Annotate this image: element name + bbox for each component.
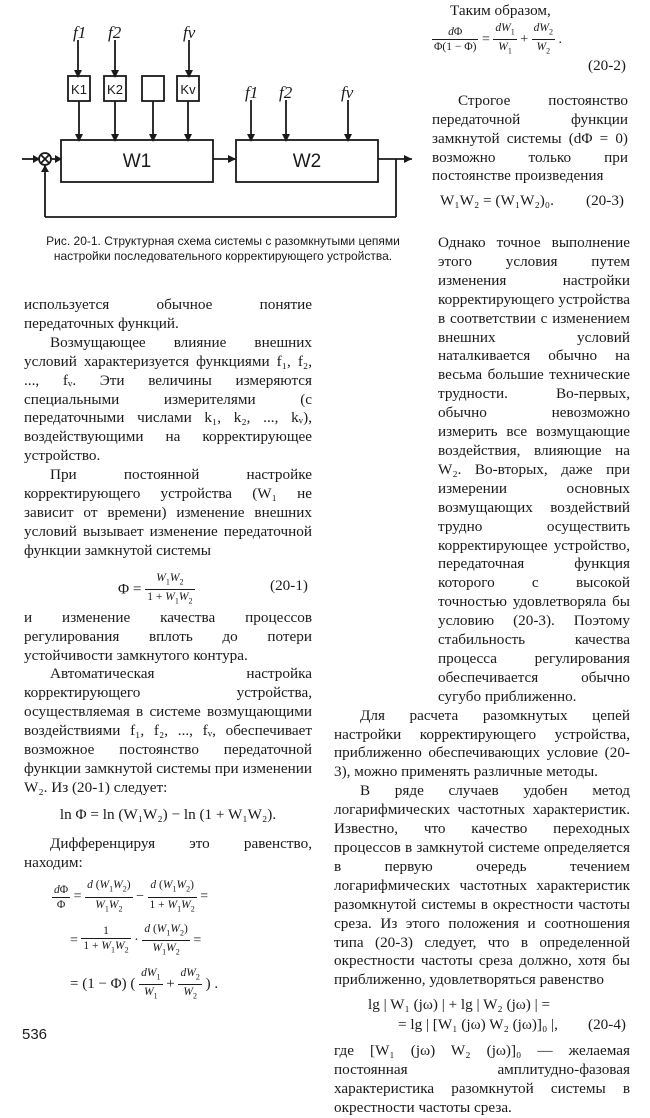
input-label-w2-fv: fv [341, 83, 354, 102]
paragraph-0: используется обычное понятие передаточных функций. [24, 296, 312, 332]
paragraph-3: и изменение качества процессов регулирования вплоть до потери устойчивости замкнутого контура. [24, 608, 312, 664]
intro-text: Таким образом, [450, 2, 551, 19]
input-label-f1: f1 [73, 23, 87, 42]
equation-ln: ln Φ = ln (W₁W₂) − ln (1 + W₁W₂). [59, 805, 277, 823]
paragraph-constancy: Строгое постоянство передаточной функции замкнутой системы (dΦ = 0) возможно только при постоянстве произведения [432, 91, 628, 185]
figure-caption: Рис. 20-1. Структурная схема системы с разомкнутыми цепями настройки последовательного корректирующего устройства. [46, 234, 400, 263]
paragraph-4: Автоматическая настройка корректирующего устройства, осуществляемая в системе возмущающими воздействиями f₁, f₂, ..., fᵥ, обеспечивает возможное постоянство передаточной функции замкнутой системы при изменении W₂. Из (20-1) следует: [24, 665, 312, 796]
paragraph-1: Возмущающее влияние внешних условий характеризуется функциями f₁, f₂, ..., fᵥ. Эти величины измеряются специальными измерителями (с передаточными числами k₁, k₂, ..., kᵥ), воздействующими на корректирующее устройство. [24, 333, 312, 465]
right-paragraph-1: Однако точное выполнение этого условия путем изменения настройки корректирующего устройства в соответствии с изменением внешних условий наталкивается обычно на весьма большие технические трудности. Во-первых, обычно невозможно измерить все возмущающие воздействия, влияющие на W₂. Во-вторых, даже при измерении основных возмущающих воздействий трудно осуществить корректирующее устройство, передаточная функция которого с высокой точностью удовлетворяла бы условию (20-3). Поэтому стабильность качества процесса регулирования обеспечивается обычно сугубо приближенно. [438, 234, 630, 705]
right-paragraph-4: где [W₁ (jω) W₂ (jω)]₀ — желаемая постоянная амплитудно-фазовая характеристика разомкнутой системы в окрестности частоты среза. [334, 1042, 630, 1116]
gain-label-k1: K1 [71, 82, 87, 97]
input-label-f2: f2 [108, 23, 122, 42]
input-label-w2-f2: f2 [279, 83, 293, 102]
input-label-fv: fv [183, 23, 196, 42]
gain-label-k2: K2 [107, 82, 123, 97]
equation-20-2: $\frac{d\Phi}{\Phi(1 - \Phi)}$ = $\frac{dW_1}{W_1}$ + $\frac{dW_2}{W_2}$ . [434, 21, 563, 56]
right-paragraph-2: Для расчета разомкнутых цепей настройки корректирующего устройства, приближенно обеспечивающих условие (20-3), можно применять различные методы. [334, 706, 630, 781]
gain-label-kv: Kv [180, 82, 196, 97]
equation-20-3: W₁W₂ = (W₁W₂)₀. (20-3) [440, 192, 624, 210]
equation-20-1: Φ = $\frac{W_1W_2}{1 + W_1W_2}$ (20-1) [118, 571, 308, 606]
input-label-w2-f1: f1 [245, 83, 259, 102]
paragraph-5: Дифференцируя это равенство, находим: [24, 834, 312, 871]
left-column [24, 296, 312, 1003]
equation-20-4: lg | W₁ (jω) | + lg | W₂ (jω) | = = lg | [W₁ (jω) W₂ (jω)]₀ |, (20-4) [368, 996, 626, 1034]
page-number: 536 [22, 1026, 48, 1043]
equation-derivative: $\frac{d\Phi}{\Phi}$ = $\frac{d (W_1W_2)}{W_1W_2}$ − $\frac{d (W_1W_2)}{1 + W_1W_2}$ = = $\frac{1}{1 + W_1W_2}$ · $\frac{d (W_1W_2)}{W_1W_2}$ = = (1 − Φ) ( $\frac{dW_1}{W_1}$ + $\frac{dW_2}{W_2}$ ) . [54, 879, 219, 1001]
gain-box-empty [142, 76, 164, 101]
right-top-column [432, 2, 628, 214]
equation-20-2-number: (20-2) [588, 56, 626, 74]
block-w2-label: W2 [292, 151, 322, 172]
right-column [334, 234, 630, 1118]
right-paragraph-3: В ряде случаев удобен метод логарифмических частотных характеристик. Известно, что качество переходных процессов в замкнутой системе определяется в первую очередь течением логарифмических частотных характеристик разомкнутой системы в окрестности частоты среза. Из этого положения и соотношения типа (20-3) следует, что в определенной окрестности частоты среза должно, хотя бы приближенно, удовлетворяться равенство [334, 782, 630, 989]
paragraph-2: При постоянной настройке корректирующего устройства (W₁ не зависит от времени) изменение внешних условий вызывает изменение передаточной функции замкнутой системы [24, 466, 312, 559]
block-diagram [0, 0, 430, 232]
block-w1-label: W1 [122, 151, 152, 172]
